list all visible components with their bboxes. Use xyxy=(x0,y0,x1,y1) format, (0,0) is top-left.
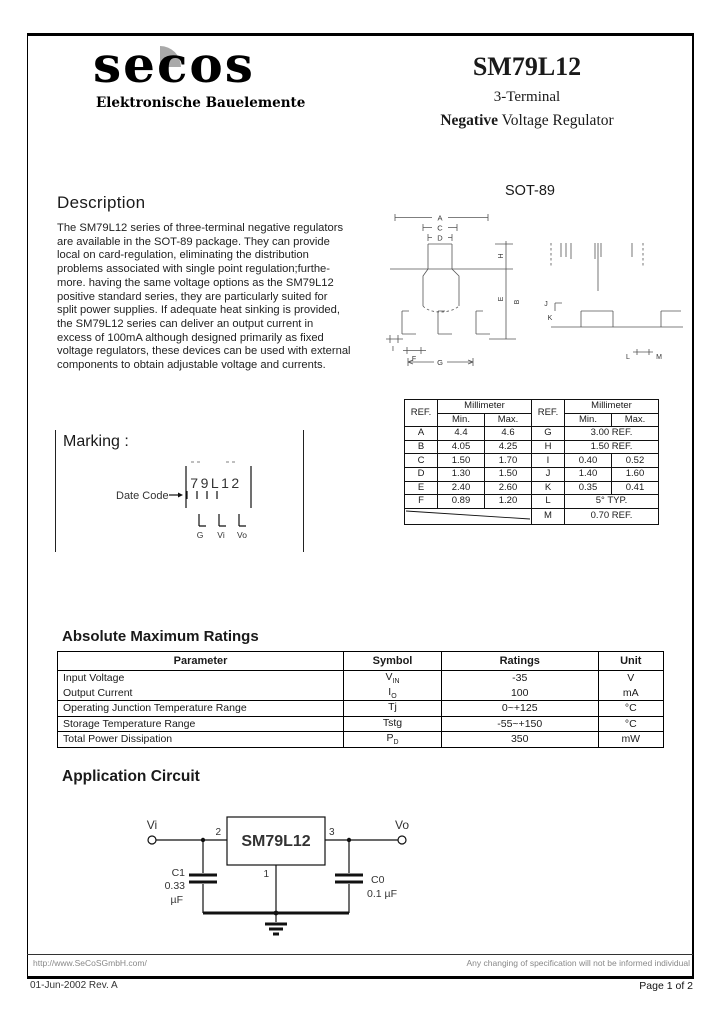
dim-label-m: M xyxy=(656,354,662,361)
dim-max: 4.25 xyxy=(485,440,532,454)
dim-row xyxy=(405,495,659,509)
footer-page-number: Page 1 of 2 xyxy=(639,980,693,992)
description-line: the SM79L12 series can deliver an output current in xyxy=(57,317,314,330)
c1-unit: µF xyxy=(170,894,183,906)
capacitor-c1 xyxy=(189,875,217,882)
col-ratings: Ratings xyxy=(441,652,598,671)
dim-ref: H xyxy=(532,440,565,454)
dim-ref: A xyxy=(405,427,438,441)
footer-url[interactable]: http://www.SeCoSGmbH.com/ xyxy=(33,958,147,968)
application-circuit-diagram xyxy=(125,795,435,955)
c0-value: 0.1 µF xyxy=(367,888,397,900)
rating-parameter: Total Power Dissipation xyxy=(58,732,344,748)
dim-empty-diagonal-cell xyxy=(405,508,532,524)
marking-heading: Marking : xyxy=(63,433,129,450)
rating-value: -35 xyxy=(441,671,598,686)
dim-ref: G xyxy=(532,427,565,441)
dim-min: 0.89 xyxy=(438,495,485,509)
dim-max: 4.6 xyxy=(485,427,532,441)
dim-label-k: K xyxy=(547,315,553,322)
symbol-sub: D xyxy=(393,739,399,747)
dim-ref-header: REF. xyxy=(532,400,565,427)
dimension-table-grid xyxy=(404,399,659,525)
ratings-header-row xyxy=(58,652,664,671)
description-line: voltage regulators, these devices can be used with external xyxy=(57,345,351,358)
dim-ref: D xyxy=(405,467,438,481)
dim-mm-header: Millimeter xyxy=(565,400,659,414)
pin-label-gnd: G xyxy=(196,530,204,540)
dim-label-g: G xyxy=(437,358,443,367)
rating-symbol xyxy=(344,716,442,732)
col-parameter: Parameter xyxy=(58,652,344,671)
c1-value: 0.33 xyxy=(164,880,185,892)
dim-label-i: I xyxy=(392,346,394,353)
description-heading: Description xyxy=(57,193,146,212)
rating-unit: mW xyxy=(598,732,663,748)
rating-value: 0~+125 xyxy=(441,701,598,717)
footer-date-revision: 01-Jun-2002 Rev. A xyxy=(30,980,118,991)
vo-terminal xyxy=(398,836,406,844)
pin2-label: 2 xyxy=(215,827,221,838)
dim-value: 3.00 REF. xyxy=(565,427,659,441)
dim-value: 1.50 REF. xyxy=(565,440,659,454)
capacitor-c0 xyxy=(335,875,363,882)
description-line: split power supplies. If adequate heat sinking is provided, xyxy=(57,304,340,317)
dim-ref: B xyxy=(405,440,438,454)
dim-label-a: A xyxy=(437,213,443,223)
rating-value: 100 xyxy=(441,686,598,701)
dim-ref: C xyxy=(405,454,438,468)
dim-label-j: J xyxy=(544,301,548,308)
rating-value: -55~+150 xyxy=(441,716,598,732)
rating-unit: V xyxy=(598,671,663,686)
dim-label-d: D xyxy=(437,233,443,243)
dim-ref: L xyxy=(532,495,565,509)
vi-terminal xyxy=(148,836,156,844)
dim-max-header: Max. xyxy=(485,413,532,427)
footer-notice: Any changing of specification will not be informed individual xyxy=(466,958,690,968)
symbol-main: I xyxy=(388,685,392,698)
dim-ref: F xyxy=(405,495,438,509)
title-subtitle-2-bold: Negative xyxy=(440,112,498,129)
dim-min: 4.05 xyxy=(438,440,485,454)
dim-row xyxy=(405,454,659,468)
description-line: problems associated with single point regulation;furthe- xyxy=(57,263,331,276)
dim-label-l: L xyxy=(626,354,630,361)
dim-min: 2.40 xyxy=(438,481,485,495)
symbol-main: Tj xyxy=(388,701,397,714)
dim-min: 4.4 xyxy=(438,427,485,441)
rating-value: 350 xyxy=(441,732,598,748)
dim-min: 1.30 xyxy=(438,467,485,481)
dim-row xyxy=(405,427,659,441)
pin-label-vo: Vo xyxy=(237,530,247,540)
dim-row xyxy=(405,467,659,481)
symbol-main: V xyxy=(385,671,393,684)
description-line: more. having the same voltage options as the SM79L12 xyxy=(57,276,334,289)
part-number: SM79L12 xyxy=(472,52,582,81)
ratings-table-grid xyxy=(57,651,664,748)
description-line: excess of 100mA although designed primarily as fixed xyxy=(57,331,324,344)
diagonal-strike xyxy=(406,509,530,521)
description-line: are available in the SOT-89 package. They can provide xyxy=(57,235,330,248)
dim-ref: K xyxy=(532,481,565,495)
description-line: components to obtain adjustable voltage and currents. xyxy=(57,359,326,372)
dim-min: 0.40 xyxy=(565,454,612,468)
ground-symbol xyxy=(265,924,287,934)
dim-max: 0.52 xyxy=(612,454,659,468)
dim-row xyxy=(405,508,659,524)
ratings-table xyxy=(57,651,664,748)
dim-label-b: B xyxy=(514,299,521,305)
rating-parameter: Operating Junction Temperature Range xyxy=(58,701,344,717)
symbol-main: P xyxy=(386,732,394,745)
c1-name: C1 xyxy=(171,867,185,879)
ratings-row xyxy=(58,701,664,717)
dim-max: 1.70 xyxy=(485,454,532,468)
dim-ref: I xyxy=(532,454,565,468)
company-logo: secos xyxy=(93,35,255,94)
marking-section xyxy=(55,430,304,552)
date-code-arrow xyxy=(178,493,183,498)
col-symbol: Symbol xyxy=(344,652,442,671)
dimension-table xyxy=(404,399,659,525)
rating-parameter: Input Voltage xyxy=(58,671,344,686)
dim-max: 0.41 xyxy=(612,481,659,495)
title-subtitle-1: 3-Terminal xyxy=(493,89,561,105)
marking-diagram xyxy=(111,458,301,550)
vi-terminal-label: Vi xyxy=(146,818,158,832)
ratings-row xyxy=(58,686,664,701)
dim-max: 2.60 xyxy=(485,481,532,495)
description-line: positive standard series, they are particularly suited for xyxy=(57,290,328,303)
footer-divider xyxy=(27,954,693,955)
description-line: local on card-regulation, eliminating the distribution xyxy=(57,249,309,262)
dim-max-header: Max. xyxy=(612,413,659,427)
dim-value: 5° TYP. xyxy=(565,495,659,509)
dim-label-e: E xyxy=(498,296,505,302)
dim-max: 1.60 xyxy=(612,467,659,481)
dim-ref: J xyxy=(532,467,565,481)
title-subtitle-2 xyxy=(392,112,662,130)
rating-parameter: Storage Temperature Range xyxy=(58,716,344,732)
pin3-label: 3 xyxy=(329,827,335,838)
title-subtitle-2-rest: Voltage Regulator xyxy=(498,112,614,129)
description-paragraph xyxy=(57,222,357,373)
ratings-heading: Absolute Maximum Ratings xyxy=(62,628,259,645)
rating-symbol xyxy=(344,701,442,717)
rating-symbol xyxy=(344,671,442,686)
application-circuit-heading: Application Circuit xyxy=(62,768,200,785)
rating-unit: mA xyxy=(598,686,663,701)
dim-label-c: C xyxy=(437,223,443,233)
rating-unit: °C xyxy=(598,716,663,732)
dim-ref: E xyxy=(405,481,438,495)
dim-min: 1.40 xyxy=(565,467,612,481)
vo-terminal-label: Vo xyxy=(394,818,410,832)
dim-ref: M xyxy=(532,508,565,524)
dim-row xyxy=(405,481,659,495)
dim-label-h: H xyxy=(498,253,505,259)
dim-min: 1.50 xyxy=(438,454,485,468)
dim-min-header: Min. xyxy=(438,413,485,427)
symbol-main: Tstg xyxy=(382,716,403,729)
device-marking-text: 79L12 xyxy=(190,475,242,491)
dim-label-f: F xyxy=(411,356,417,363)
package-name-label: SOT-89 xyxy=(505,183,555,199)
symbol-sub: IN xyxy=(392,678,400,686)
package-outline-drawing xyxy=(385,203,693,395)
c0-name: C0 xyxy=(371,874,385,886)
dim-mm-header: Millimeter xyxy=(438,400,532,414)
dim-row xyxy=(405,440,659,454)
col-unit: Unit xyxy=(598,652,663,671)
ratings-row xyxy=(58,671,664,686)
ratings-row xyxy=(58,732,664,748)
rating-symbol xyxy=(344,686,442,701)
rating-symbol xyxy=(344,732,442,748)
symbol-sub: O xyxy=(391,692,397,700)
regulator-label: SM79L12 xyxy=(241,833,311,850)
dim-value: 0.70 REF. xyxy=(565,508,659,524)
rating-parameter: Output Current xyxy=(58,686,344,701)
pin-label-vi: Vi xyxy=(217,530,225,540)
company-tagline: Elektronische Bauelemente xyxy=(96,95,306,111)
date-code-label: Date Code xyxy=(116,490,169,502)
dim-max: 1.50 xyxy=(485,467,532,481)
rating-unit: °C xyxy=(598,701,663,717)
dim-ref-header: REF. xyxy=(405,400,438,427)
dim-min: 0.35 xyxy=(565,481,612,495)
description-line: The SM79L12 series of three-terminal negative regulators xyxy=(57,222,344,234)
pin1-label: 1 xyxy=(263,869,269,880)
ratings-row xyxy=(58,716,664,732)
dim-max: 1.20 xyxy=(485,495,532,509)
dim-min-header: Min. xyxy=(565,413,612,427)
title-block xyxy=(392,52,662,130)
